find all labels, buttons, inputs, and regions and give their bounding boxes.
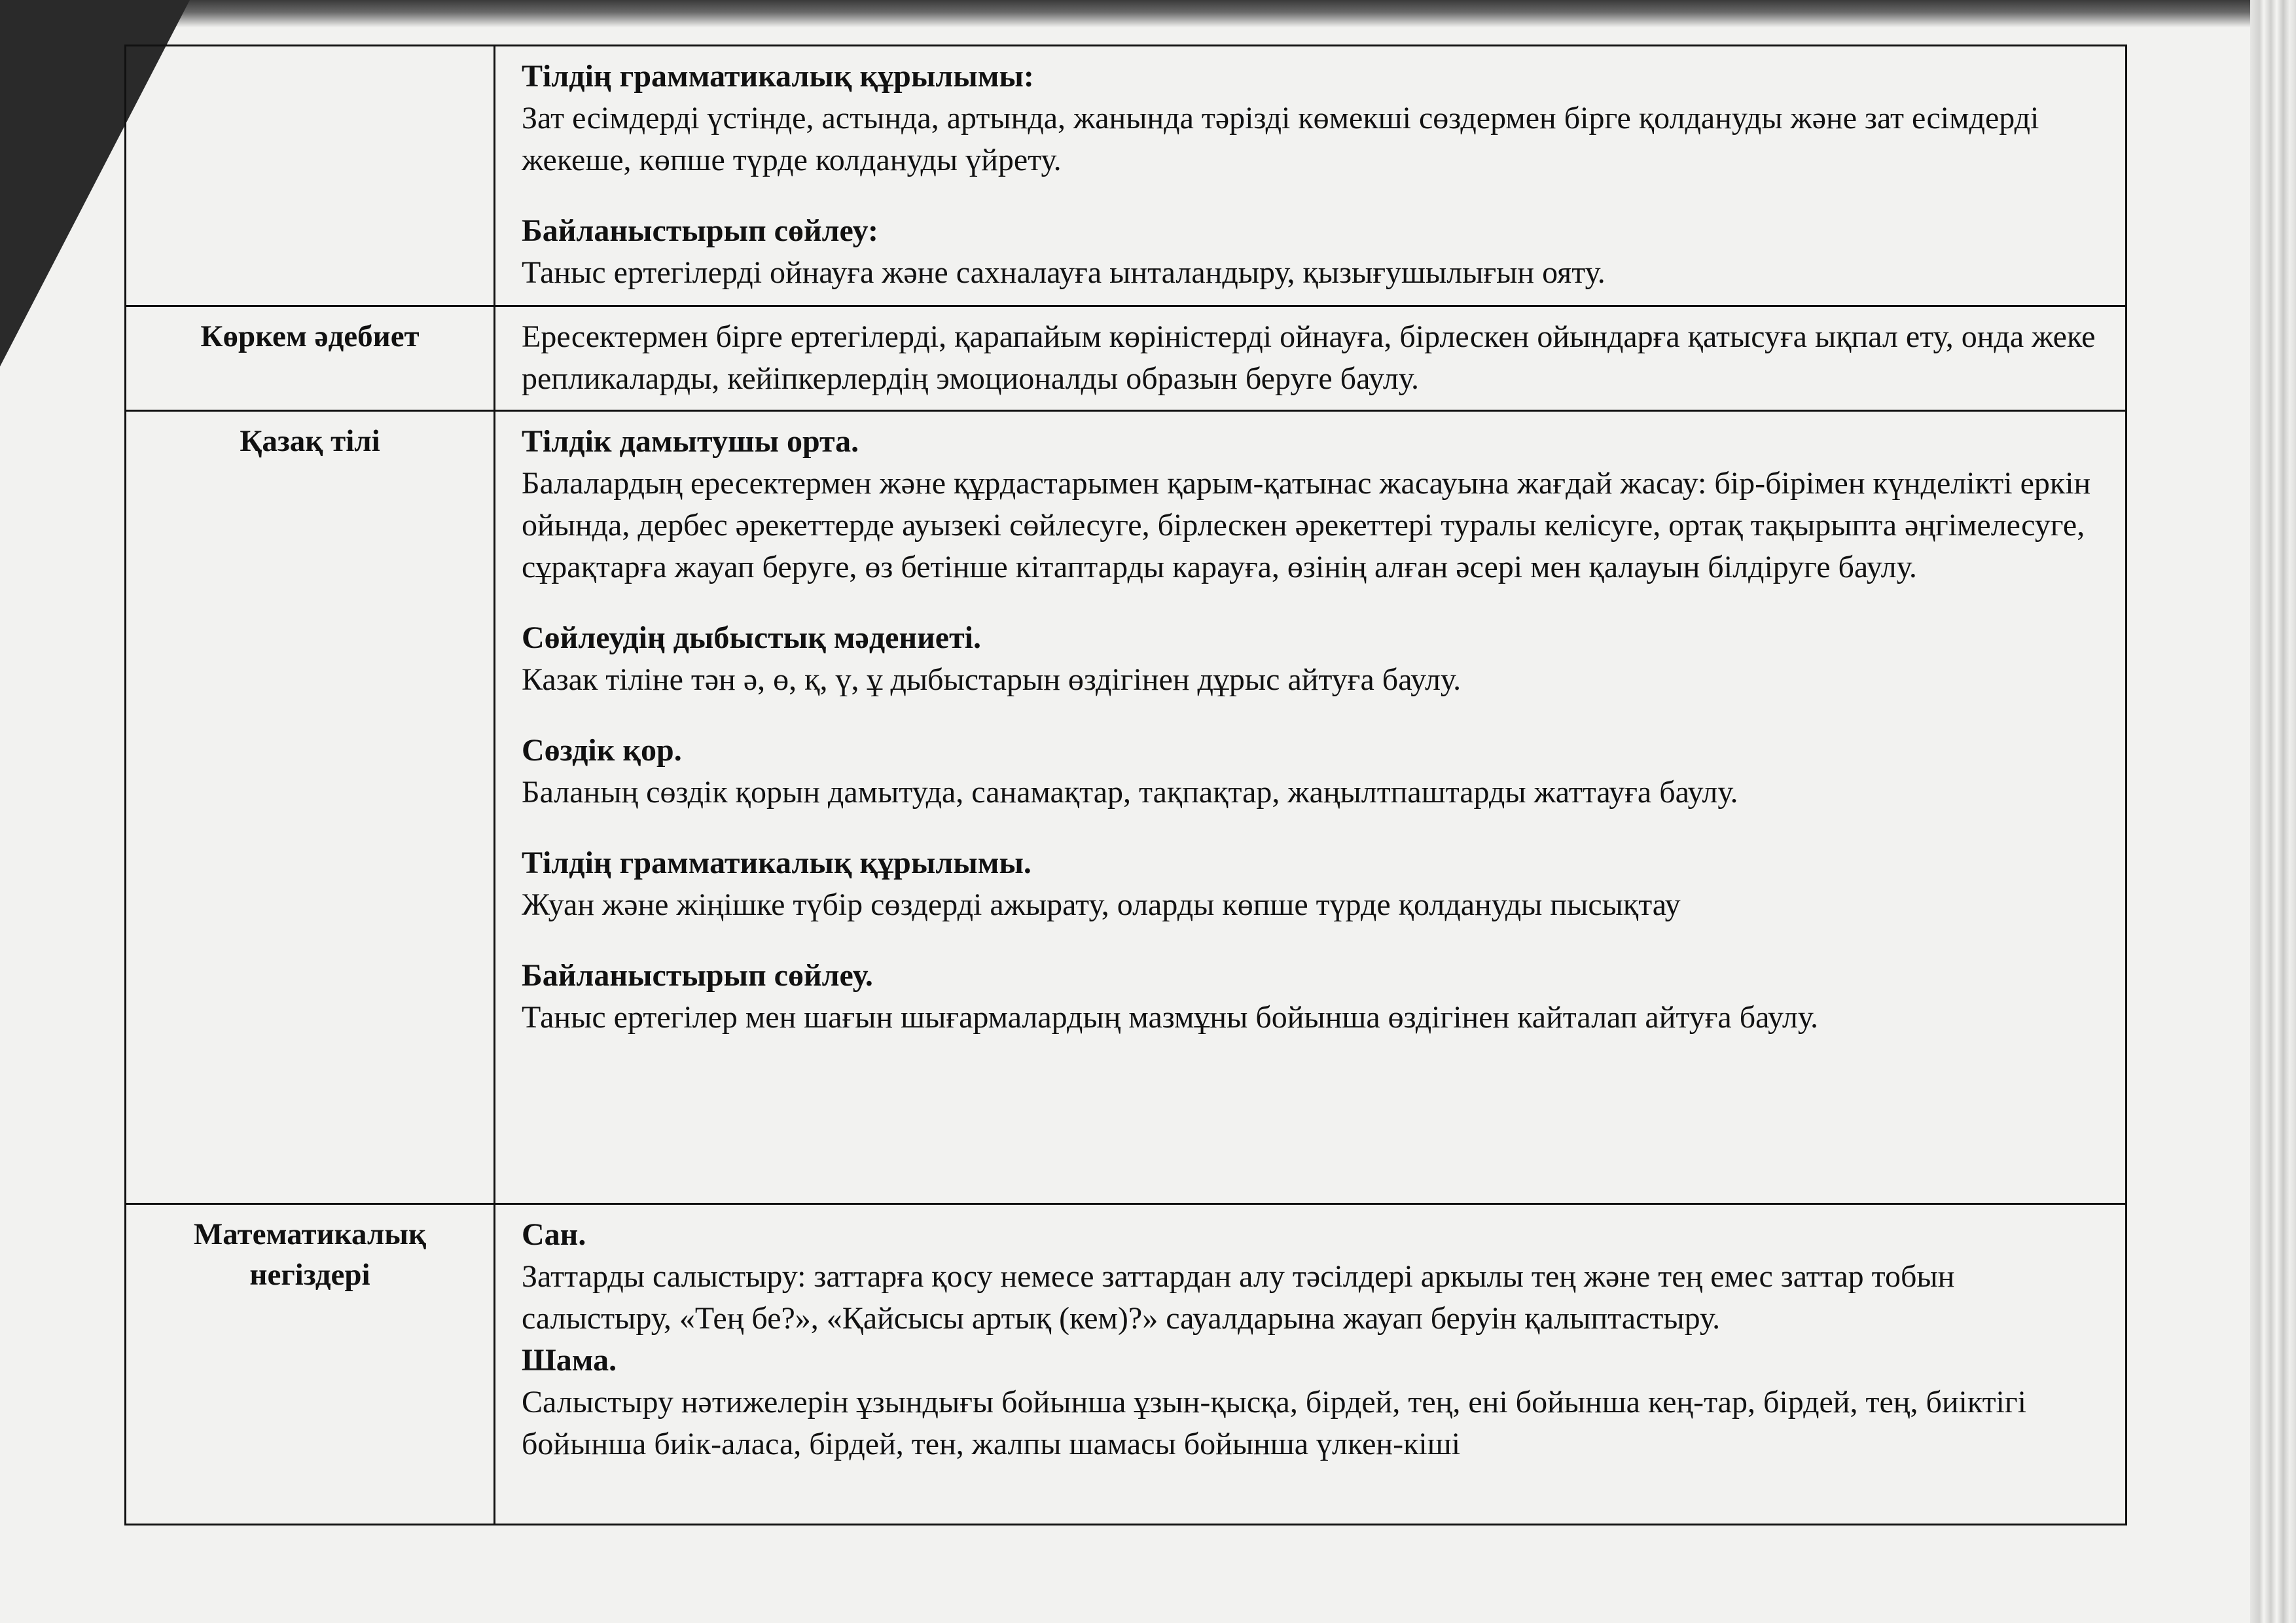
scan-shadow-top [0,0,2251,27]
content-cell [495,46,2126,306]
block-text: Баланың сөздік қорын дамытуда, санамақтар, тақпақтар, жаңылтпаштарды жаттауға баулу. [522,775,1738,810]
content-block [522,316,2099,400]
subject-cell [126,411,495,1204]
table-row [126,1204,2126,1525]
table-row [126,306,2126,411]
block-text: Салыстыру нәтижелерін ұзындығы бойынша ұзын-қысқа, бірдей, тең, ені бойынша кең-тар, бірдей, тең, биіктігі бойынша биік-аласа, бірдей, тен, жалпы шамасы бойынша үлкен-кіші [522,1385,2026,1461]
subject-name [126,46,493,56]
block-heading: Тілдің грамматикалық құрылымы: [522,59,1034,94]
content-block [522,730,2099,813]
block-heading: Сөздік қор. [522,733,682,768]
subject-cell [126,306,495,411]
block-text: Зат есімдерді үстінде, астында, артында, жанында тәрізді көмекші сөздермен бірге қолдануды және зат есімдерді жекеше, көпше түрде колдануды үйрету. [522,101,2039,177]
block-text: Жуан және жіңішке түбір сөздерді ажырату, оларды көпше түрде қолдануды пысықтау [522,887,1681,922]
block-heading: Байланыстырып сөйлеу. [522,958,873,993]
content-cell [495,306,2126,411]
subject-name: Қазақ тілі [240,424,380,458]
block-text: Таныс ертегілер мен шағын шығармалардың мазмұны бойынша өздігінен кайталап айтуға баулу. [522,1000,1819,1035]
block-heading: Тілдің грамматикалық құрылымы. [522,846,1031,880]
content-cell [495,1204,2126,1525]
content-block [522,1340,2099,1465]
block-heading: Сан. [522,1217,586,1252]
block-heading: Тілдік дамытушы орта. [522,424,859,459]
page-edge-stack [2250,0,2296,1623]
table-row [126,46,2126,306]
table-row [126,411,2126,1204]
content-block [522,842,2099,926]
subject-name: Математикалық негіздері [193,1217,427,1292]
content-block [522,955,2099,1039]
block-heading: Байланыстырып сөйлеу: [522,213,878,248]
subject-cell [126,46,495,306]
content-block [522,210,2099,294]
curriculum-table [124,45,2127,1525]
content-block [522,421,2099,588]
subject-name: Көркем әдебиет [200,319,420,353]
block-text: Казак тіліне тән ә, ө, қ, ү, ұ дыбыстарын өздігінен дұрыс айтуға баулу. [522,662,1462,697]
block-heading: Шама. [522,1343,617,1378]
content-block [522,1214,2099,1340]
block-text: Заттарды салыстыру: заттарға қосу немесе заттардан алу тәсілдері аркылы тең және тең емес заттар тобын салыстыру, «Тең бе?», «Қайсысы артық (кем)?» сауалдарына жауап беруін қалыптастыру. [522,1259,1955,1336]
subject-cell [126,1204,495,1525]
content-cell [495,411,2126,1204]
block-heading: Сөйлеудің дыбыстық мәдениеті. [522,620,981,655]
content-block [522,56,2099,181]
block-text: Ересектермен бірге ертегілерді, қарапайым көріністерді ойнауға, бірлескен ойындарға қатысуға ықпал ету, онда жеке репликаларды, кейіпкерлердің эмоционалды образын беруге баулу. [522,319,2096,396]
block-text: Таныс ертегілерді ойнауға және сахналауға ынталандыру, қызығушылығын ояту. [522,255,1605,290]
block-text: Балалардың ересектермен және құрдастарымен қарым-қатынас жасауына жағдай жасау: бір-бірімен күнделікті еркін ойында, дербес әрекеттерде ауызекі сөйлесуге, бірлескен әрекеттері туралы келісуге, ортақ тақырыпта әңгімелесуге, сұрақтарға жауап беруге, өз бетінше кітаптарды карауға, өзінің алған әсері мен қалауын білдіруге баулу. [522,466,2091,584]
content-block [522,617,2099,701]
